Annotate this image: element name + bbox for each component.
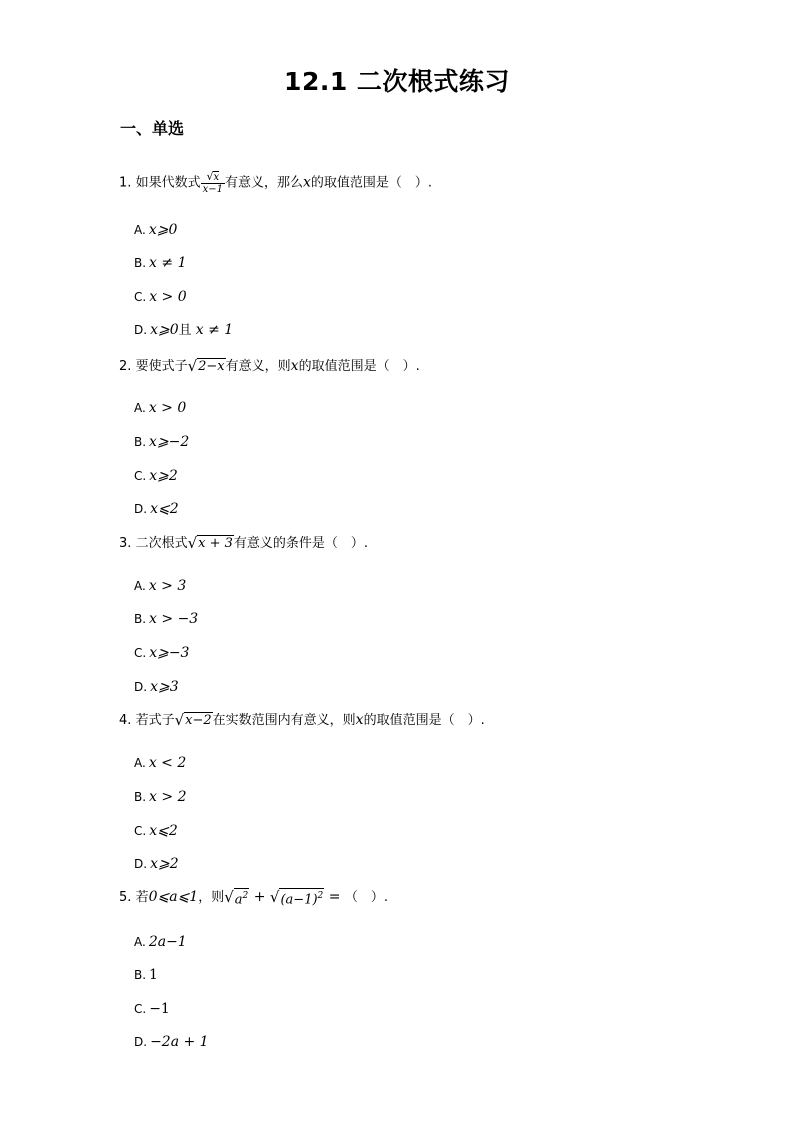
question-number: 2 bbox=[119, 359, 128, 374]
option-c[interactable]: C. −1 bbox=[134, 1001, 170, 1017]
variable: x bbox=[355, 712, 364, 728]
question-4: 4. 若式子√x−2在实数范围内有意义，则x的取值范围是（ ）. bbox=[119, 711, 485, 730]
page-title: 12.1 二次根式练习 bbox=[284, 67, 510, 96]
option-c[interactable]: C. x⩽2 bbox=[134, 823, 178, 839]
question-number: 1 bbox=[119, 175, 128, 191]
question-3: 3. 二次根式√x + 3有意义的条件是（ ）. bbox=[119, 534, 369, 552]
question-number: 3 bbox=[119, 535, 128, 551]
option-b[interactable]: B. x > −3 bbox=[134, 611, 199, 627]
question-text: 若式子 bbox=[135, 713, 175, 728]
fraction-expression: $\frac{√x}{x-1}$ bbox=[202, 170, 223, 195]
option-a[interactable]: A. x < 2 bbox=[134, 755, 187, 771]
option-a[interactable]: A. x > 3 bbox=[134, 578, 187, 594]
option-d[interactable]: D. −2a + 1 bbox=[134, 1034, 209, 1050]
option-d[interactable]: D. x⩽2 bbox=[134, 501, 179, 517]
section-heading: 一、单选 bbox=[120, 119, 185, 138]
question-text: 如果代数式 bbox=[135, 175, 201, 191]
option-a[interactable]: A. x > 0 bbox=[134, 400, 187, 416]
question-1: 1. 如果代数式 $\frac{√x}{x-1}$ 有意义，那么x的取值范围是（ ）. bbox=[119, 170, 433, 195]
option-c[interactable]: C. x⩾−3 bbox=[134, 645, 190, 661]
option-a[interactable]: A. x⩾0 bbox=[134, 222, 178, 238]
variable: x bbox=[290, 358, 299, 374]
option-b[interactable]: B. x > 2 bbox=[134, 789, 187, 805]
question-5: 5. 若0⩽a⩽1，则$√a^2 + √(a-1)^2$ = （ ）. bbox=[119, 888, 389, 907]
radical-expression: √x + 3 bbox=[187, 534, 233, 552]
radical-expression: $√a^2$ bbox=[224, 888, 249, 907]
question-text: 要使式子 bbox=[135, 359, 188, 374]
question-number: 4 bbox=[119, 713, 128, 728]
question-text: 若 bbox=[135, 890, 149, 905]
option-a[interactable]: A. 2a−1 bbox=[134, 934, 187, 950]
option-b[interactable]: B. x⩾−2 bbox=[134, 434, 190, 450]
option-b[interactable]: B. 1 bbox=[134, 967, 158, 983]
question-number: 5 bbox=[119, 890, 128, 905]
option-c[interactable]: C. x⩾2 bbox=[134, 468, 178, 484]
question-text: 二次根式 bbox=[135, 535, 188, 551]
option-c[interactable]: C. x > 0 bbox=[134, 289, 187, 305]
option-d[interactable]: D. x⩾2 bbox=[134, 856, 179, 872]
option-b[interactable]: B. x ≠ 1 bbox=[134, 255, 187, 271]
option-d[interactable]: D. x⩾0且 x ≠ 1 bbox=[134, 322, 234, 338]
option-d[interactable]: D. x⩾3 bbox=[134, 679, 179, 695]
radical-expression: √2−x bbox=[187, 357, 225, 376]
variable: x bbox=[302, 174, 311, 191]
question-2: 2. 要使式子√2−x有意义，则x的取值范围是（ ）. bbox=[119, 357, 420, 376]
radical-expression: √x−2 bbox=[174, 711, 212, 730]
radical-expression: $√(a-1)^2$ bbox=[269, 888, 324, 907]
condition-expression: 0⩽a⩽1 bbox=[148, 889, 199, 905]
